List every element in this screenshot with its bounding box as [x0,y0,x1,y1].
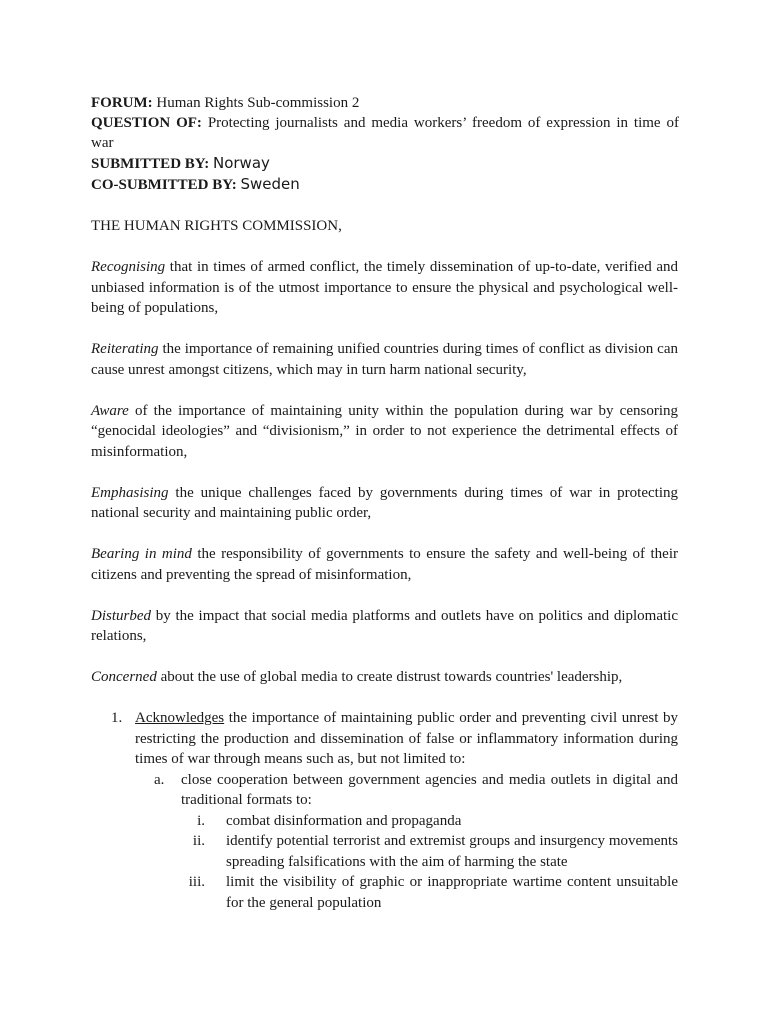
cosubmitted-line [91,174,679,195]
preamble-text: the responsibility of governments to ensure the safety and well-being of their citizens and preventing the spread of misinformation, [91,546,678,583]
operative-clause [91,708,678,770]
preamble-text: of the importance of maintaining unity within the population during war by censoring “genocidal ideologies” and “divisionism,” in order to not experience the detrimental effects of misinformation, [91,402,678,460]
forum-value: Human Rights Sub-commission 2 [156,95,360,111]
sub-sub-clause [91,831,678,872]
operative-body: the importance of maintaining public order and preventing civil unrest by restricting the production and dissemination of false or inflammatory information during times of war through means such as, but not limited to: [135,710,678,767]
sub-sub-clause-number: iii. [188,874,205,890]
preamble-text: the importance of remaining unified countries during times of conflict as division can cause unrest amongst citizens, which may in turn harm national security, [91,341,678,378]
preamble-clause [91,544,678,585]
preamble-phrase: Aware [91,402,129,419]
sub-clause [91,770,678,811]
cosubmitted-value: Sweden [240,175,300,193]
operative-phrase: Acknowledges [135,710,225,726]
resolution-body [91,216,678,913]
commission-title: THE HUMAN RIGHTS COMMISSION, [91,218,342,234]
preamble-text: about the use of global media to create distrust towards countries' leadership, [156,669,623,685]
sub-sub-clause [91,872,678,913]
preamble-clause [91,667,678,688]
sub-clause-text: close cooperation between government agencies and media outlets in digital and traditional formats to: [181,771,678,808]
sub-sub-clause-text: identify potential terrorist and extremist groups and insurgency movements spreading falsifications with the aim of harming the state [226,833,678,870]
preamble-clause [91,606,678,647]
preamble-phrase: Bearing in mind [91,546,192,562]
operative-number: 1. [111,710,123,726]
sub-sub-clause [91,811,678,832]
submitted-label: SUBMITTED BY: [91,156,210,172]
preamble-phrase: Concerned [91,669,157,685]
question-label: QUESTION OF: [91,115,202,131]
preamble-text: by the impact that social media platforms and outlets have on politics and diplomatic relations, [91,607,678,644]
question-value: Protecting journalists and media workers’ freedom of expression in time of war [91,115,679,151]
forum-label: FORUM: [91,95,153,111]
preamble-clause [91,483,678,524]
preamble-phrase: Reiterating [91,341,159,357]
resolution-header [91,93,679,195]
sub-sub-clause-number: i. [197,812,205,829]
sub-clause-letter: a. [154,771,165,788]
preamble-clause [91,401,678,463]
forum-line [91,93,679,113]
operative-text [135,708,678,770]
preamble-phrase: Disturbed [91,607,151,624]
submitted-line [91,153,679,174]
preamble-clause [91,257,678,319]
preamble-text: the unique challenges faced by governments during times of war in protecting national security and maintaining public order, [91,484,678,521]
submitted-value: Norway [212,154,270,172]
preamble-phrase: Recognising [91,259,166,275]
sub-sub-clause-text: limit the visibility of graphic or inappropriate wartime content unsuitable for the general population [226,874,678,911]
sub-sub-clause-number: ii. [192,833,205,849]
question-line [91,113,679,153]
preamble-clause [91,339,678,380]
sub-sub-clause-text: combat disinformation and propaganda [226,812,462,829]
preamble-text: that in times of armed conflict, the timely dissemination of up-to-date, verified and unbiased information is of the utmost importance to ensure the physical and psychological well-being of populations, [91,259,678,316]
cosubmitted-label: CO-SUBMITTED BY: [91,177,237,193]
operative-clauses [91,708,678,913]
preamble-phrase: Emphasising [91,484,169,501]
